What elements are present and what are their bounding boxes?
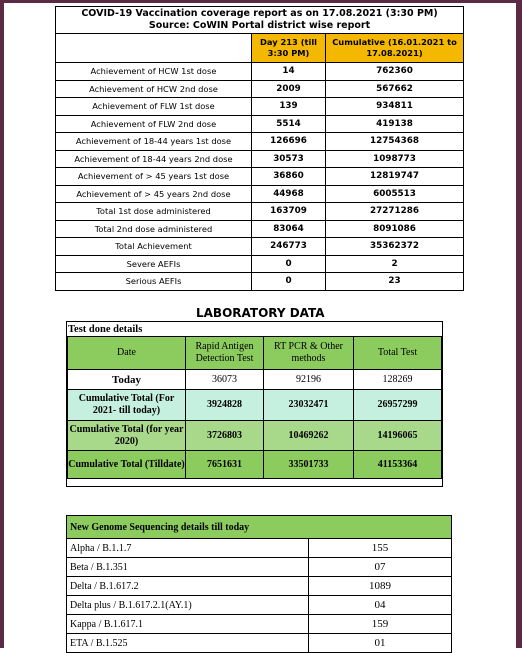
lab-row <box>68 451 442 479</box>
lab-row-total: 41153364 <box>354 451 442 479</box>
header-cumulative: Cumulative (16.01.2021 to 17.08.2021) <box>326 34 464 63</box>
vaccination-row <box>56 98 464 116</box>
vaccination-row-label: Achievement of HCW 2nd dose <box>56 80 252 98</box>
vaccination-row-label: Achievement of > 45 years 2nd dose <box>56 185 252 203</box>
genome-row-count: 1089 <box>309 577 452 596</box>
vaccination-row-cumulative: 934811 <box>326 98 464 116</box>
genome-row-variant: ETA / B.1.525 <box>67 634 309 653</box>
page-border-top <box>0 0 522 3</box>
vaccination-row <box>56 168 464 186</box>
vaccination-row-cumulative: 419138 <box>326 115 464 133</box>
lab-row-label: Cumulative Total (For 2021- till today) <box>68 390 186 421</box>
vaccination-row-label: Achievement of HCW 1st dose <box>56 63 252 81</box>
lab-row-rat: 3924828 <box>186 390 264 421</box>
lab-row-label: Cumulative Total (for year 2020) <box>68 421 186 451</box>
vaccination-row-day: 5514 <box>252 115 326 133</box>
genome-row-count: 07 <box>309 558 452 577</box>
lab-row <box>68 390 442 421</box>
lab-header-rtpcr: RT PCR & Other methods <box>264 337 354 370</box>
vaccination-row <box>56 203 464 221</box>
vaccination-row <box>56 238 464 256</box>
genome-row-variant: Kappa / B.1.617.1 <box>67 615 309 634</box>
header-day: Day 213 (till 3:30 PM) <box>252 34 326 63</box>
genome-row-variant: Delta plus / B.1.617.2.1(AY.1) <box>67 596 309 615</box>
vaccination-row-label: Serious AEFIs <box>56 273 252 291</box>
vaccination-row-label: Severe AEFIs <box>56 255 252 273</box>
vaccination-row <box>56 133 464 151</box>
genome-row-count: 04 <box>309 596 452 615</box>
genome-row <box>67 634 452 653</box>
vaccination-row <box>56 185 464 203</box>
vaccination-row-label: Achievement of 18-44 years 2nd dose <box>56 150 252 168</box>
vaccination-row <box>56 150 464 168</box>
vaccination-row-cumulative: 567662 <box>326 80 464 98</box>
lab-header-rat: Rapid Antigen Detection Test <box>186 337 264 370</box>
lab-row-rtpcr: 10469262 <box>264 421 354 451</box>
lab-row-rtpcr: 23032471 <box>264 390 354 421</box>
vaccination-row-label: Achievement of > 45 years 1st dose <box>56 168 252 186</box>
genome-row <box>67 577 452 596</box>
lab-row <box>68 421 442 451</box>
genome-row-variant: Alpha / B.1.1.7 <box>67 539 309 558</box>
page-border-left <box>0 0 4 648</box>
vaccination-row-day: 2009 <box>252 80 326 98</box>
vaccination-row-day: 14 <box>252 63 326 81</box>
vaccination-row-day: 36860 <box>252 168 326 186</box>
lab-row-total: 128269 <box>354 370 442 390</box>
vaccination-row-cumulative: 12819747 <box>326 168 464 186</box>
vaccination-row-label: Achievement of FLW 2nd dose <box>56 115 252 133</box>
genome-row-count: 155 <box>309 539 452 558</box>
vaccination-row-day: 163709 <box>252 203 326 221</box>
vaccination-row-cumulative: 23 <box>326 273 464 291</box>
vaccination-row-label: Achievement of FLW 1st dose <box>56 98 252 116</box>
vaccination-row-cumulative: 1098773 <box>326 150 464 168</box>
genome-title: New Genome Sequencing details till today <box>67 516 452 539</box>
genome-row <box>67 615 452 634</box>
vaccination-row <box>56 273 464 291</box>
vaccination-row-cumulative: 12754368 <box>326 133 464 151</box>
genome-table <box>66 515 452 653</box>
vaccination-table <box>55 6 464 291</box>
vaccination-title-line2: Source: CoWIN Portal district wise report <box>148 20 371 31</box>
genome-row-count: 159 <box>309 615 452 634</box>
vaccination-row-cumulative: 762360 <box>326 63 464 81</box>
vaccination-row-day: 139 <box>252 98 326 116</box>
header-blank <box>56 34 252 63</box>
vaccination-row-day: 0 <box>252 255 326 273</box>
lab-row-rat: 3726803 <box>186 421 264 451</box>
lab-row-rat: 36073 <box>186 370 264 390</box>
lab-header-total: Total Test <box>354 337 442 370</box>
lab-row-label: Today <box>68 370 186 390</box>
lab-table <box>67 336 442 479</box>
lab-subtitle: Test done details <box>68 324 143 335</box>
lab-header-date: Date <box>68 337 186 370</box>
page-border-right <box>516 0 522 648</box>
vaccination-row-cumulative: 35362372 <box>326 238 464 256</box>
genome-row-variant: Beta / B.1.351 <box>67 558 309 577</box>
genome-header-row <box>67 516 452 539</box>
vaccination-row <box>56 115 464 133</box>
lab-row-total: 26957299 <box>354 390 442 421</box>
vaccination-row-day: 246773 <box>252 238 326 256</box>
vaccination-row-day: 126696 <box>252 133 326 151</box>
vaccination-row-day: 83064 <box>252 220 326 238</box>
vaccination-row-cumulative: 6005513 <box>326 185 464 203</box>
lab-row-rtpcr: 33501733 <box>264 451 354 479</box>
lab-row-total: 14196065 <box>354 421 442 451</box>
lab-row-label: Cumulative Total (Tilldate) <box>68 451 186 479</box>
vaccination-row-cumulative: 8091086 <box>326 220 464 238</box>
vaccination-row <box>56 63 464 81</box>
genome-row-count: 01 <box>309 634 452 653</box>
vaccination-row-day: 30573 <box>252 150 326 168</box>
vaccination-row <box>56 255 464 273</box>
lab-row-rat: 7651631 <box>186 451 264 479</box>
vaccination-row <box>56 80 464 98</box>
vaccination-row-cumulative: 27271286 <box>326 203 464 221</box>
vaccination-row <box>56 220 464 238</box>
vaccination-row-label: Total Achievement <box>56 238 252 256</box>
vaccination-row-day: 44968 <box>252 185 326 203</box>
lab-row <box>68 370 442 390</box>
genome-row <box>67 558 452 577</box>
genome-row-variant: Delta / B.1.617.2 <box>67 577 309 596</box>
lab-title: LABORATORY DATA <box>196 306 325 320</box>
vaccination-row-day: 0 <box>252 273 326 291</box>
genome-row <box>67 596 452 615</box>
vaccination-row-cumulative: 2 <box>326 255 464 273</box>
lab-header-row <box>68 337 442 370</box>
vaccination-row-label: Total 1st dose administered <box>56 203 252 221</box>
vaccination-title-line1: COVID-19 Vaccination coverage report as on 17.08.2021 (3:30 PM) <box>81 8 438 19</box>
genome-row <box>67 539 452 558</box>
lab-row-rtpcr: 92196 <box>264 370 354 390</box>
vaccination-title <box>56 7 464 34</box>
vaccination-row-label: Achievement of 18-44 years 1st dose <box>56 133 252 151</box>
vaccination-row-label: Total 2nd dose administered <box>56 220 252 238</box>
